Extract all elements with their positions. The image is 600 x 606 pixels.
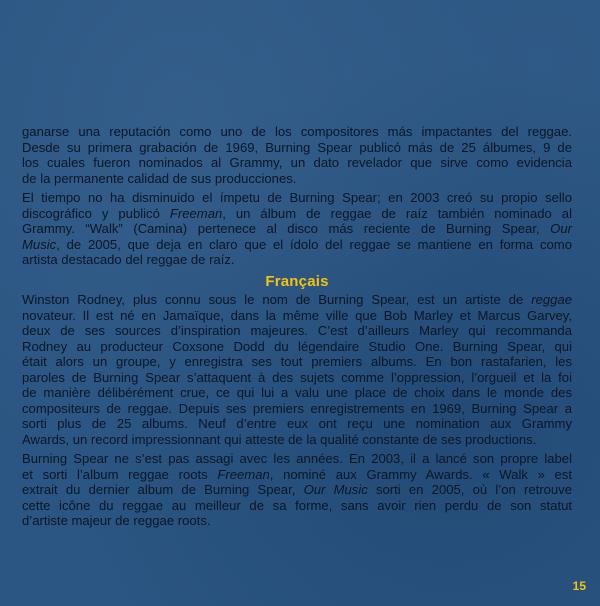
french-heading: Français	[265, 272, 329, 290]
text-line: de manière délibérément crue, ce qui lui a valu une place de choix dans le monde des	[22, 385, 572, 400]
french-paragraph-2	[22, 451, 572, 529]
album-title: Freeman	[217, 466, 270, 482]
text-line: novateur. Il est né en Jamaïque, dans la même ville que Bob Marley et Marcus Garvey,	[22, 307, 572, 323]
text-line: d’artiste majeur de reggae roots.	[22, 513, 211, 528]
album-title: Freeman	[169, 205, 223, 221]
text-run: extrait du dernier album de Burning Spear,	[22, 482, 304, 497]
album-title: Our	[550, 221, 572, 236]
text-run: et sorti l’album reggae roots	[22, 466, 218, 482]
text-line: deux de ses sources d’inspiration majeures. C’est d’ailleurs Marley qui recommanda	[22, 323, 572, 338]
text-line	[22, 206, 572, 222]
italic-word: reggae	[531, 292, 572, 307]
spanish-paragraph-2	[22, 190, 572, 268]
text-run: Grammy. “Walk” (Camina) pertenece al disco más reciente de Burning Spear,	[22, 221, 551, 236]
text-line: paroles de Burning Spear s’attaquent à des sujets comme l’oppression, l’orgueil et la foi	[22, 369, 572, 385]
text-line	[22, 237, 572, 253]
text-line: artista destacado del reggae de raíz.	[22, 252, 235, 267]
text-line: sorti plus de 25 albums. Neuf d’entre eux ont reçu une nomination aux Grammy	[22, 416, 572, 431]
text-run: Winston Rodney, plus connu sous le nom de Burning Spear, est un artiste de	[22, 292, 532, 307]
album-title: Our Music	[303, 482, 368, 497]
text-line: ganarse una reputación como uno de los compositores más impactantes del reggae.	[22, 124, 572, 139]
text-line: Rodney au producteur Coxsone Dodd du légendaire Studio One. Burning Spear, qui	[22, 338, 572, 354]
text-line	[22, 482, 572, 498]
text-line: Desde su primera grabación de 1969, Burning Spear publicó más de 25 álbumes, 9 de	[22, 139, 572, 155]
text-run: , un álbum de reggae de raíz también nominado al	[222, 205, 572, 221]
text-run: , nominé aux Grammy Awards. « Walk » est	[269, 466, 572, 482]
page-number: 15	[572, 579, 586, 593]
text-run: discográfico y publicó	[22, 205, 170, 221]
text-line: Awards, un record impressionnant qui atteste de la qualité constante de ses productions.	[22, 431, 537, 447]
album-title: Music	[22, 236, 57, 252]
text-run: , de 2005, que deja en claro que el ídolo del reggae se mantiene en forma como	[56, 236, 572, 252]
text-run: sorti en 2005, où l’on retrouve	[367, 482, 572, 497]
text-line	[22, 467, 572, 483]
spanish-paragraph-1	[22, 124, 572, 186]
text-line	[22, 221, 572, 237]
text-line: était alors un groupe, y enregistra ses tout premiers albums. En bon rastafarien, les	[22, 354, 572, 369]
text-line: El tiempo no ha disminuido el ímpetu de Burning Spear; en 2003 creó su propio sello	[22, 190, 572, 205]
text-line: de la permanente calidad de sus producciones.	[22, 170, 297, 186]
text-line: compositeurs de reggae. Depuis ses premiers enregistrements en 1969, Burning Spear a	[22, 400, 572, 416]
text-line: los cuales fueron nominados al Grammy, un dato revelador que sirve como evidencia	[22, 155, 572, 170]
text-line: cette icône du reggae au meilleur de sa forme, sans avoir rien perdu de son statut	[22, 497, 572, 513]
text-block	[22, 124, 572, 533]
text-line	[22, 292, 572, 308]
text-line: Burning Spear ne s’est pas assagi avec les années. En 2003, il a lancé son propre label	[22, 451, 572, 466]
french-paragraph-1	[22, 292, 572, 447]
